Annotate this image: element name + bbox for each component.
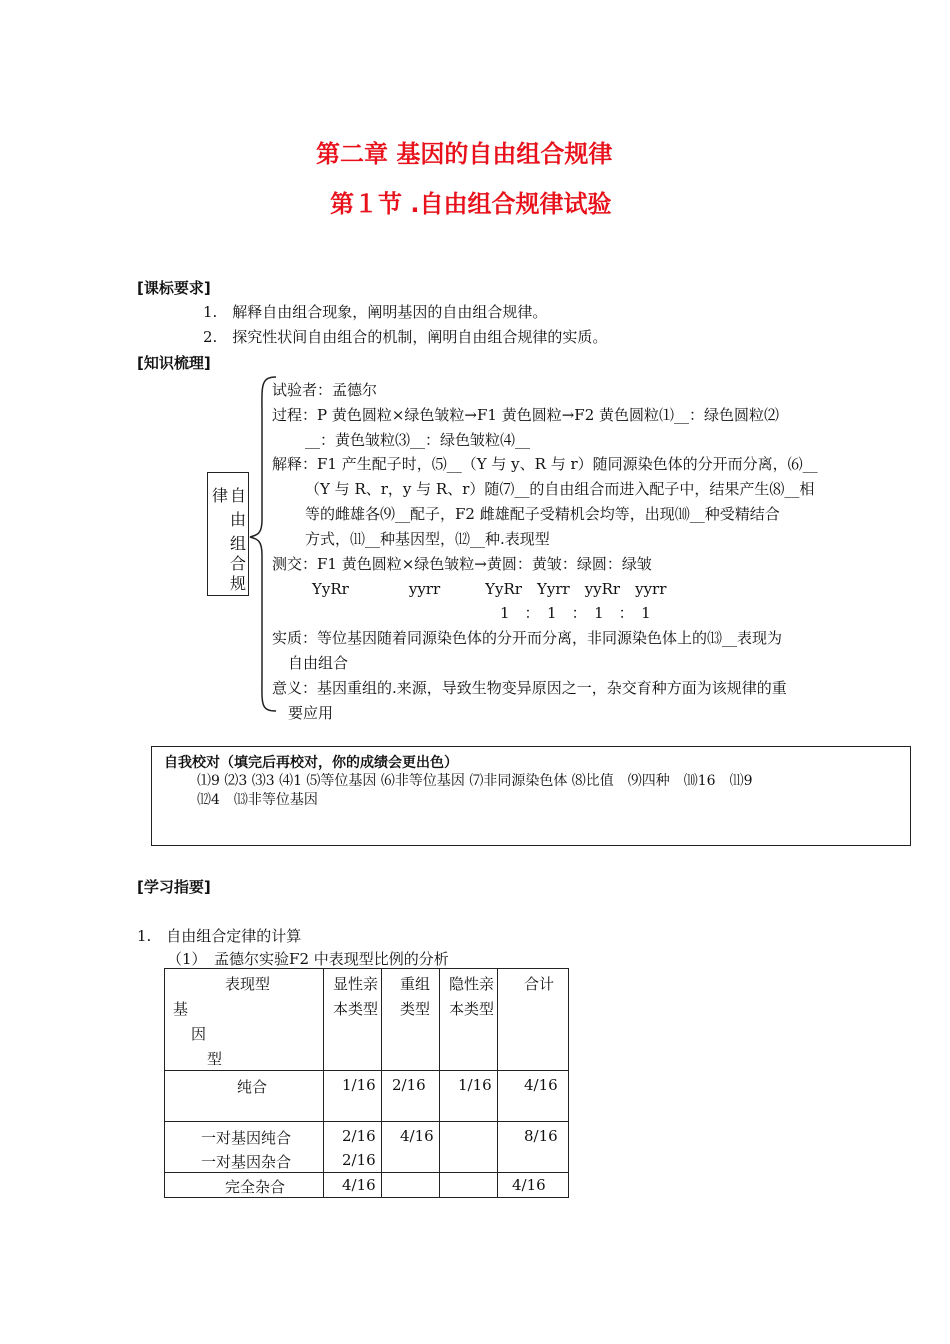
table-cell bbox=[382, 1071, 440, 1122]
table-header-cell bbox=[440, 969, 498, 1071]
knowledge-line: 过程：P 黄色圆粒×绿色皱粒→F1 黄色圆粒→F2 黄色圆粒⑴__：绿色圆粒⑵ bbox=[272, 406, 780, 424]
standard-item-1: 1. 解释自由组合现象，阐明基因的自由组合规律。 bbox=[203, 303, 548, 321]
self-check-heading: 自我校对（填完后再校对，你的成绩会更出色） bbox=[164, 755, 458, 771]
knowledge-line: 1 ： 1 ： 1 ： 1 bbox=[500, 604, 651, 622]
corner-left-label: 因 bbox=[191, 1025, 207, 1043]
cell-value: 4/16 bbox=[512, 1176, 546, 1194]
table-cell bbox=[498, 1071, 569, 1122]
table-cell bbox=[498, 1173, 569, 1198]
guide-heading: [学习指要] bbox=[137, 878, 211, 896]
header-text: 本类型 bbox=[333, 1000, 379, 1018]
knowledge-line: 解释：F1 产生配子时，⑸__（Y 与 y、R 与 r）随同源染色体的分开而分离，⑹__ bbox=[272, 455, 818, 473]
cell-value: 4/16 bbox=[524, 1076, 558, 1094]
cell-value: 2/16 bbox=[392, 1076, 426, 1094]
topic-char: 律 bbox=[212, 486, 229, 505]
self-check-answers: ⑴9 ⑵3 ⑶3 ⑷1 ⑸等位基因 ⑹非等位基因 ⑺非同源染色体 ⑻比值 ⑼四种 ⑽16 ⑾9 bbox=[197, 773, 753, 789]
topic-char: 自 bbox=[230, 486, 247, 505]
self-check-answers: ⑿4 ⒀非等位基因 bbox=[197, 792, 318, 808]
knowledge-line: __：黄色皱粒⑶__：绿色皱粒⑷__ bbox=[305, 431, 531, 449]
chapter-title: 第二章 基因的自由组合规律 bbox=[316, 140, 613, 168]
table-row bbox=[165, 1071, 569, 1122]
section-title: 第１节 .自由组合规律试验 bbox=[330, 190, 612, 218]
table-cell bbox=[440, 1071, 498, 1122]
header-text: 重组 bbox=[400, 975, 431, 993]
knowledge-line: （Y 与 R、r，y 与 R、r）随⑺__的自由组合而进入配子中，结果产生⑻__相 bbox=[305, 480, 815, 498]
corner-top-label: 表现型 bbox=[225, 975, 271, 993]
table-header-row bbox=[165, 969, 569, 1071]
topic-box bbox=[207, 472, 249, 596]
knowledge-line: 试验者：孟德尔 bbox=[272, 381, 378, 399]
table-cell bbox=[382, 1122, 440, 1173]
knowledge-heading: [知识梳理] bbox=[137, 354, 211, 372]
topic-char: 由 bbox=[230, 510, 247, 529]
table-row bbox=[165, 1122, 569, 1173]
standard-item-2: 2. 探究性状间自由组合的机制，阐明自由组合规律的实质。 bbox=[203, 328, 608, 346]
header-text: 类型 bbox=[400, 1000, 431, 1018]
knowledge-line: 方式，⑾__种基因型，⑿__种.表现型 bbox=[305, 530, 550, 548]
topic-char: 规 bbox=[230, 574, 247, 593]
topic-char: 合 bbox=[230, 554, 247, 573]
table-header-cell bbox=[498, 969, 569, 1071]
row-label: 一对基因杂合 bbox=[201, 1153, 292, 1171]
row-label: 一对基因纯合 bbox=[201, 1129, 292, 1147]
cell-value: 2/16 bbox=[342, 1127, 376, 1145]
table-cell bbox=[498, 1122, 569, 1173]
table-header-cell bbox=[324, 969, 382, 1071]
header-text: 合计 bbox=[524, 975, 555, 993]
knowledge-line: 测交：F1 黄色圆粒×绿色皱粒→黄圆：黄皱：绿圆：绿皱 bbox=[272, 555, 652, 573]
cell-value: 4/16 bbox=[400, 1127, 434, 1145]
table-cell bbox=[382, 1173, 440, 1198]
row-label: 纯合 bbox=[237, 1078, 268, 1096]
table-cell bbox=[324, 1071, 382, 1122]
row-label-cell bbox=[165, 1071, 324, 1122]
standards-heading: [课标要求] bbox=[137, 279, 211, 297]
cell-value: 2/16 bbox=[342, 1151, 376, 1169]
table-cell bbox=[440, 1122, 498, 1173]
knowledge-line: 实质：等位基因随着同源染色体的分开而分离，非同源染色体上的⒀__表现为 bbox=[272, 629, 783, 647]
guide-item: 1. 自由组合定律的计算 bbox=[137, 927, 302, 945]
table-cell bbox=[324, 1122, 382, 1173]
table-header-cell bbox=[382, 969, 440, 1071]
table-cell bbox=[324, 1173, 382, 1198]
corner-left-label: 型 bbox=[207, 1050, 223, 1068]
knowledge-line: 等的雌雄各⑼__配子，F2 雌雄配子受精机会均等，出现⑽__种受精结合 bbox=[305, 505, 780, 523]
knowledge-line: YyRr yyrr YyRr Yyrr yyRr yyrr bbox=[312, 580, 667, 598]
guide-subitem: （1） 孟德尔实验F2 中表现型比例的分析 bbox=[167, 950, 449, 968]
phenotype-ratio-table bbox=[164, 968, 569, 1198]
table-row bbox=[165, 1173, 569, 1198]
self-check-box bbox=[151, 746, 911, 846]
knowledge-line: 自由组合 bbox=[288, 654, 349, 672]
header-text: 本类型 bbox=[449, 1000, 495, 1018]
cell-value: 1/16 bbox=[342, 1076, 376, 1094]
row-label: 完全杂合 bbox=[225, 1178, 286, 1196]
corner-left-label: 基 bbox=[173, 1000, 189, 1018]
cell-value: 8/16 bbox=[524, 1127, 558, 1145]
row-label-cell bbox=[165, 1122, 324, 1173]
cell-value: 1/16 bbox=[458, 1076, 492, 1094]
row-label-cell bbox=[165, 1173, 324, 1198]
brace-icon bbox=[248, 375, 278, 715]
knowledge-line: 意义：基因重组的.来源，导致生物变异原因之一，杂交育种方面为该规律的重 bbox=[272, 679, 787, 697]
table-corner-cell bbox=[165, 969, 324, 1071]
table-cell bbox=[440, 1173, 498, 1198]
topic-char: 组 bbox=[230, 534, 247, 553]
header-text: 显性亲 bbox=[333, 975, 379, 993]
knowledge-line: 要应用 bbox=[288, 704, 334, 722]
header-text: 隐性亲 bbox=[449, 975, 495, 993]
cell-value: 4/16 bbox=[342, 1176, 376, 1194]
